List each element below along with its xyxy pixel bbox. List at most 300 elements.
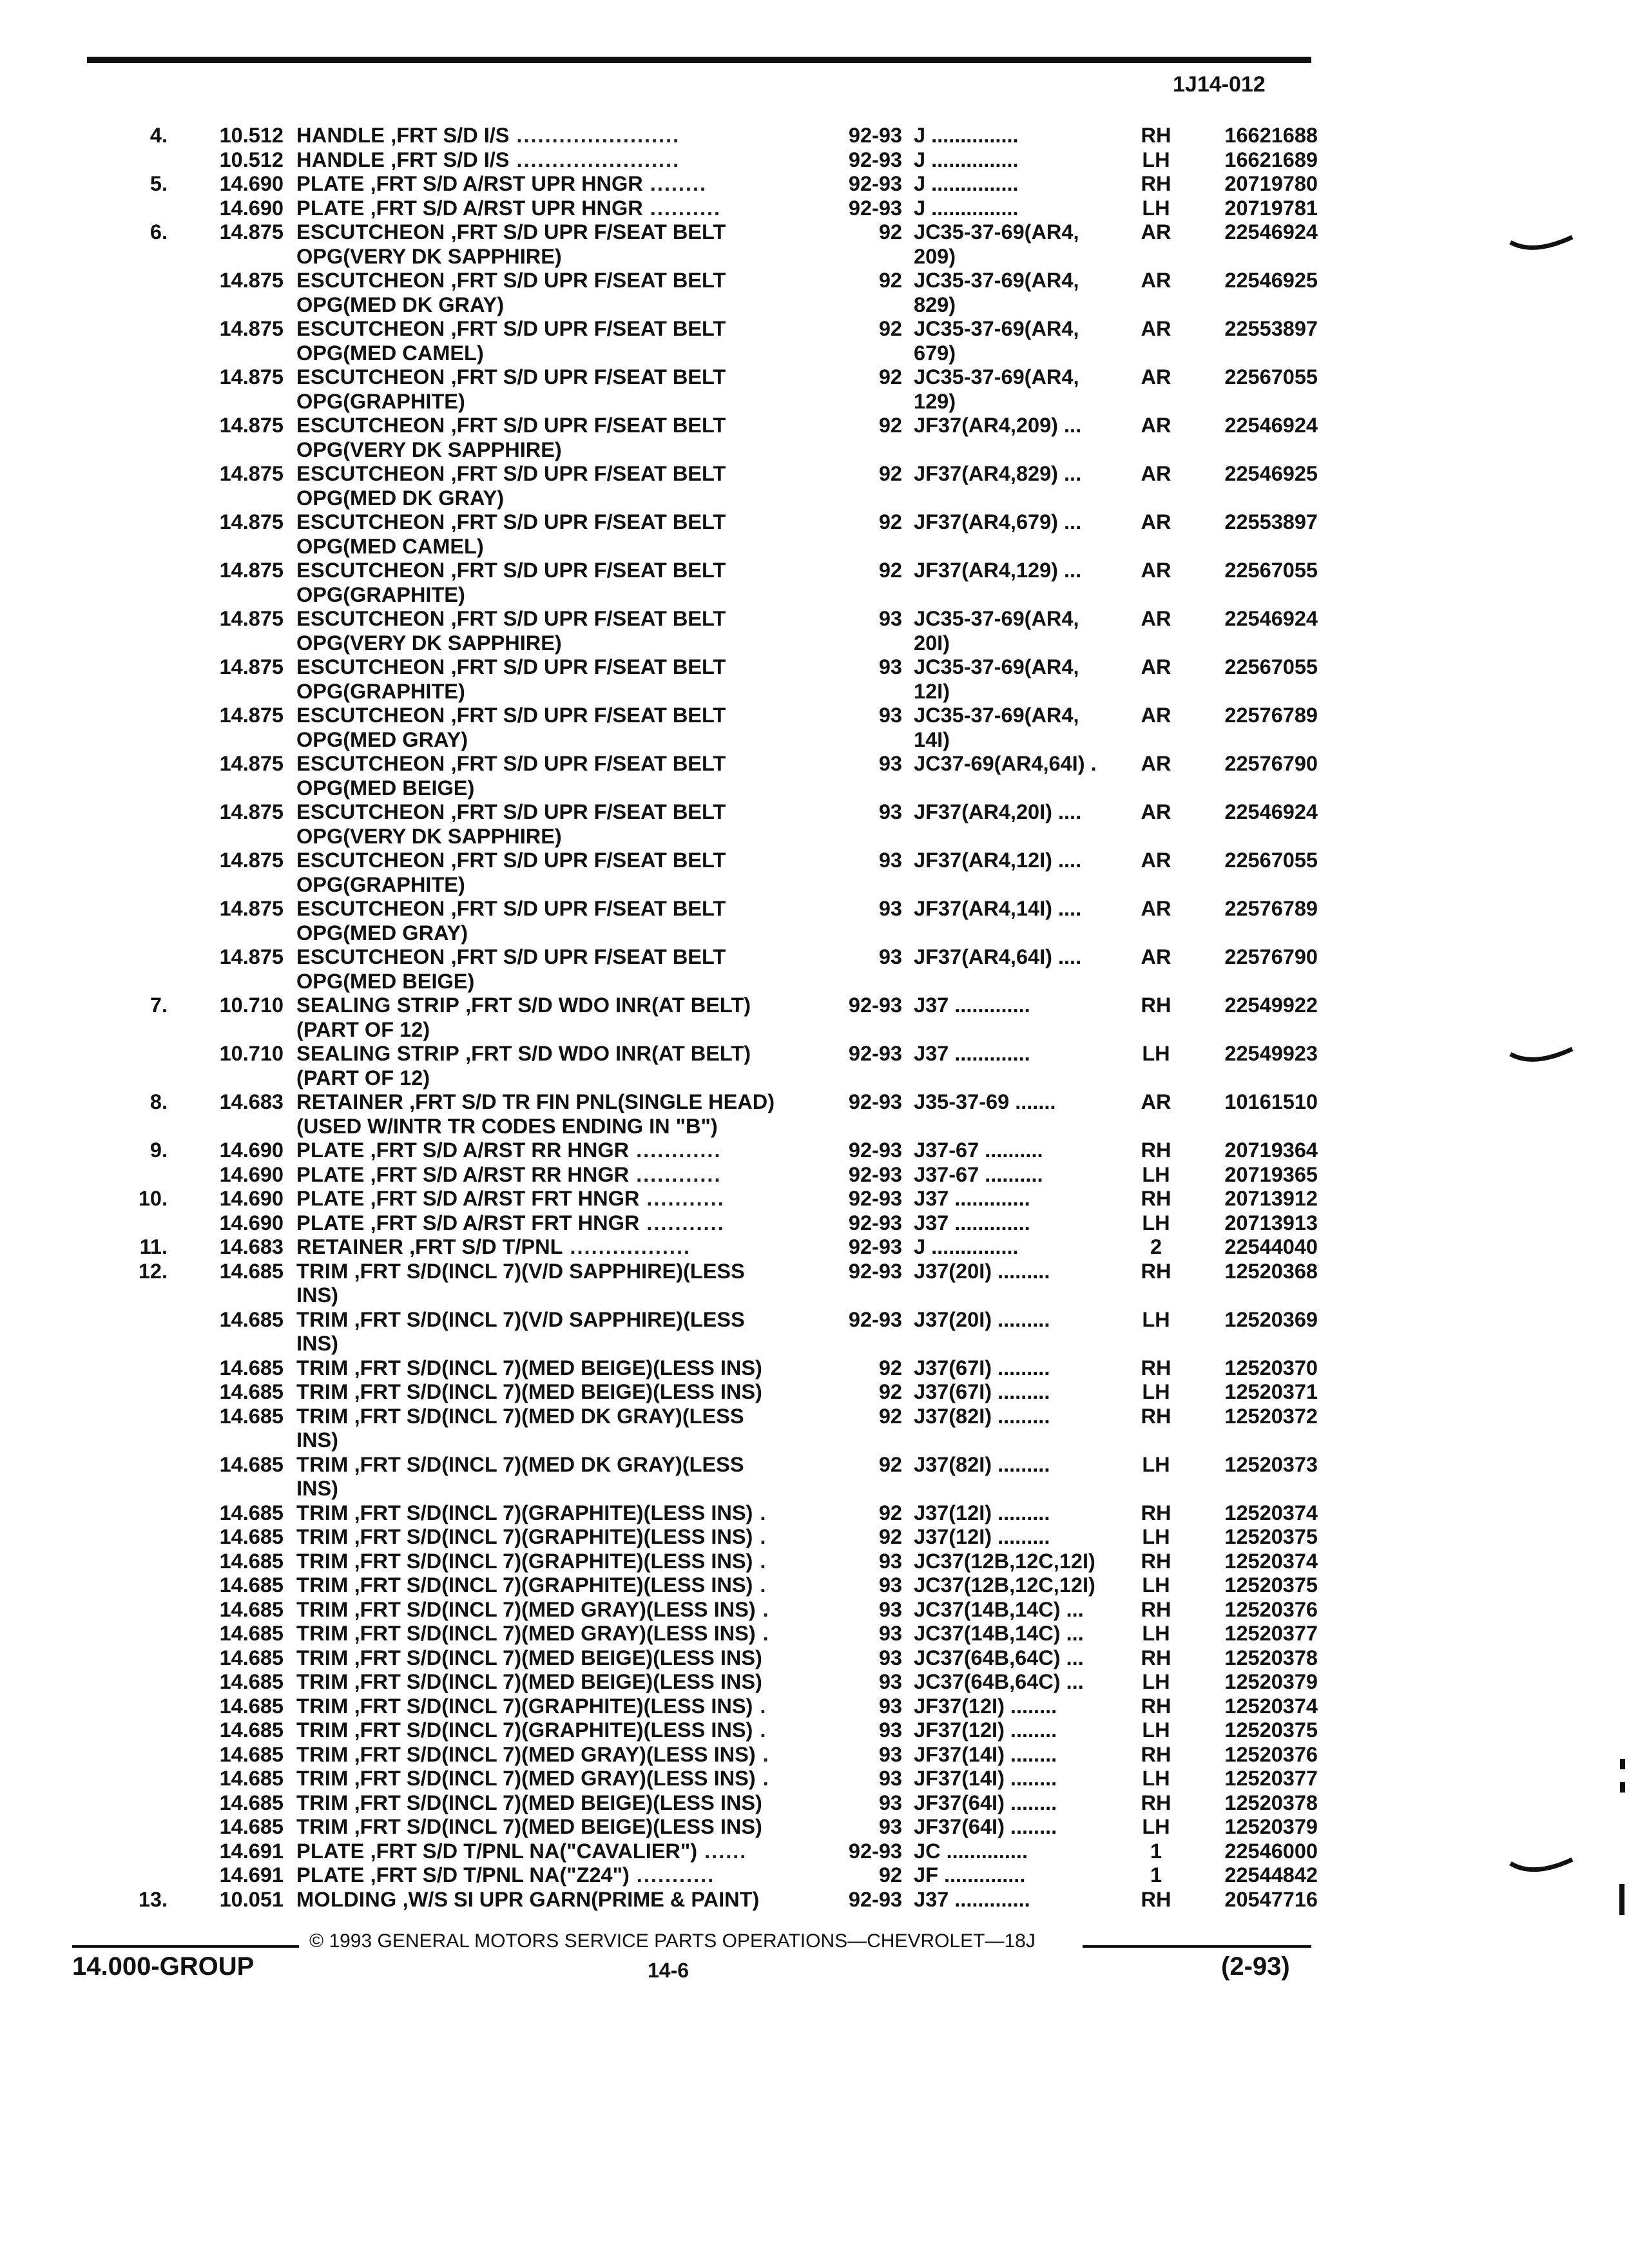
part-detail: ,FRT S/D(INCL 7)(GRAPHITE)(LESS INS) — [354, 1718, 753, 1742]
part-description — [296, 1235, 812, 1260]
part-description — [296, 1090, 812, 1115]
part-name: PLATE — [296, 1162, 365, 1186]
part-description — [296, 631, 812, 656]
quantity: AR — [1141, 269, 1171, 292]
model-code: JC35-37-69(AR4, — [914, 655, 1079, 678]
model-code: JC37(14B,14C) ... — [914, 1622, 1084, 1645]
footer-group: 14.000-GROUP — [72, 1952, 255, 1981]
parts-row — [0, 1066, 1629, 1091]
group-number: 14.685 — [219, 1525, 284, 1548]
part-detail: (USED W/INTR TR CODES ENDING IN "B") — [296, 1114, 718, 1138]
model-code: JC37(12B,12C,12I) — [914, 1573, 1095, 1597]
quantity: AR — [1141, 800, 1171, 823]
part-detail: ,FRT S/D UPR F/SEAT BELT — [450, 800, 726, 823]
quantity: AR — [1141, 414, 1171, 437]
part-detail: OPG(MED CAMEL) — [296, 534, 484, 558]
part-detail: ,FRT S/D UPR F/SEAT BELT — [450, 704, 726, 727]
footer-rule-left — [72, 1945, 299, 1948]
part-name: TRIM — [296, 1549, 349, 1573]
group-number: 14.685 — [219, 1452, 284, 1476]
part-detail: ,FRT S/D UPR F/SEAT BELT — [450, 365, 726, 389]
part-name: PLATE — [296, 1187, 365, 1210]
part-name: ESCUTCHEON — [296, 510, 445, 533]
part-number: 22544842 — [1224, 1863, 1318, 1887]
part-detail: OPG(MED DK GRAY) — [296, 486, 505, 510]
leader-dots: ....................... — [509, 148, 680, 171]
leader-dots: ...... — [697, 1839, 747, 1863]
part-description — [296, 1428, 812, 1453]
group-number: 14.685 — [219, 1718, 284, 1742]
model-year: 92-93 — [848, 1042, 902, 1065]
part-description — [296, 1260, 812, 1284]
parts-row — [0, 776, 1629, 801]
ref-number: 13. — [138, 1887, 168, 1911]
part-name: TRIM — [296, 1815, 349, 1838]
part-detail: ,FRT S/D UPR F/SEAT BELT — [450, 317, 726, 340]
parts-row — [0, 365, 1629, 390]
model-code: J ............... — [914, 1235, 1019, 1258]
quantity: LH — [1142, 1307, 1170, 1331]
part-description — [296, 1308, 812, 1332]
model-year: 92-93 — [848, 1139, 902, 1162]
model-year: 93 — [878, 1646, 902, 1669]
quantity: RH — [1141, 1259, 1171, 1283]
part-name: PLATE — [296, 1839, 365, 1863]
parts-row — [0, 1090, 1629, 1115]
model-code: JF37(AR4,20I) .... — [914, 800, 1082, 823]
part-description — [296, 1525, 812, 1550]
part-name: MOLDING — [296, 1887, 397, 1911]
group-number: 14.875 — [219, 269, 284, 292]
part-detail: ,FRT S/D A/RST RR HNGR — [370, 1162, 630, 1186]
model-code: J37 ............. — [914, 1211, 1030, 1235]
footer-copyright: © 1993 GENERAL MOTORS SERVICE PARTS OPERATIONS—CHEVROLET—18J — [309, 1930, 1036, 1952]
part-detail: ,FRT S/D I/S — [390, 148, 510, 171]
parts-row — [0, 1525, 1629, 1550]
group-number: 14.685 — [219, 1259, 284, 1283]
parts-row — [0, 1646, 1629, 1671]
quantity: LH — [1142, 1380, 1170, 1403]
part-name: TRIM — [296, 1307, 349, 1331]
part-number: 12520376 — [1224, 1742, 1318, 1766]
quantity: LH — [1142, 196, 1170, 220]
group-number: 14.875 — [219, 752, 284, 775]
model-code: J ............... — [914, 196, 1019, 220]
parts-row — [0, 1573, 1629, 1598]
group-number: 14.685 — [219, 1646, 284, 1669]
part-description — [296, 535, 812, 559]
model-code: J37(12I) ......... — [914, 1501, 1050, 1524]
quantity: RH — [1141, 1742, 1171, 1766]
part-description — [296, 655, 812, 680]
model-year: 92 — [878, 269, 902, 292]
part-detail: ,FRT S/D(INCL 7)(GRAPHITE)(LESS INS) — [354, 1525, 753, 1548]
parts-row — [0, 1453, 1629, 1477]
part-detail: ,FRT S/D(INCL 7)(MED BEIGE)(LESS INS) — [354, 1670, 762, 1693]
model-code: J ............... — [914, 124, 1019, 147]
part-name: HANDLE — [296, 124, 385, 147]
model-code: J37(82I) ......... — [914, 1404, 1050, 1428]
part-detail: ,FRT S/D(INCL 7)(MED GRAY)(LESS INS) — [354, 1622, 756, 1645]
part-detail: ,FRT S/D(INCL 7)(MED GRAY)(LESS INS) — [354, 1597, 756, 1621]
model-code: J37 ............. — [914, 1187, 1030, 1210]
model-code: JC35-37-69(AR4, — [914, 220, 1079, 244]
model-year: 92-93 — [848, 1887, 902, 1911]
model-year: 93 — [878, 752, 902, 775]
quantity: RH — [1141, 1646, 1171, 1669]
part-name: SEALING STRIP — [296, 994, 460, 1017]
quantity: AR — [1141, 945, 1171, 968]
part-number: 12520375 — [1224, 1573, 1318, 1597]
quantity: AR — [1141, 559, 1171, 582]
parts-row — [0, 1115, 1629, 1139]
part-detail: ,FRT S/D UPR F/SEAT BELT — [450, 897, 726, 920]
model-code: J35-37-69 ....... — [914, 1090, 1056, 1113]
parts-row — [0, 1888, 1629, 1912]
part-number: 16621689 — [1224, 148, 1318, 171]
part-name: ESCUTCHEON — [296, 269, 445, 292]
parts-row — [0, 220, 1629, 245]
leader-dots: . — [755, 1622, 770, 1645]
group-number: 14.690 — [219, 1139, 284, 1162]
parts-row — [0, 390, 1629, 414]
model-year: 92 — [878, 317, 902, 340]
part-number: 20719364 — [1224, 1139, 1318, 1162]
part-name: TRIM — [296, 1525, 349, 1548]
part-description — [296, 510, 812, 535]
model-code: J ............... — [914, 172, 1019, 195]
model-year: 92 — [878, 1501, 902, 1524]
parts-row — [0, 269, 1629, 293]
part-name: ESCUTCHEON — [296, 849, 445, 872]
parts-row — [0, 1042, 1629, 1066]
part-description — [296, 1018, 812, 1043]
quantity: AR — [1141, 752, 1171, 775]
model-year: 92-93 — [848, 1307, 902, 1331]
model-code: JC35-37-69(AR4, — [914, 704, 1079, 727]
part-description — [296, 1815, 812, 1840]
part-detail: OPG(GRAPHITE) — [296, 679, 465, 703]
part-description — [296, 752, 812, 776]
part-detail: ,FRT S/D I/S — [390, 124, 510, 147]
quantity: 2 — [1150, 1235, 1162, 1258]
part-number: 20719780 — [1224, 172, 1318, 195]
part-detail: ,FRT S/D T/PNL NA("CAVALIER") — [370, 1839, 698, 1863]
part-description — [296, 1695, 812, 1719]
model-year: 92 — [878, 1525, 902, 1548]
part-number: 12520368 — [1224, 1259, 1318, 1283]
parts-row — [0, 728, 1629, 753]
parts-row — [0, 849, 1629, 873]
parts-row — [0, 293, 1629, 318]
part-detail: ,FRT S/D(INCL 7)(MED GRAY)(LESS INS) — [354, 1742, 756, 1766]
part-detail: ,FRT S/D T/PNL NA("Z24") — [370, 1863, 630, 1887]
parts-row — [0, 873, 1629, 898]
model-code: J ............... — [914, 148, 1019, 171]
parts-row — [0, 124, 1629, 148]
group-number: 14.875 — [219, 800, 284, 823]
quantity: AR — [1141, 462, 1171, 485]
part-description — [296, 1622, 812, 1646]
part-detail: ,FRT S/D A/RST UPR HNGR — [370, 196, 643, 220]
part-detail: ,FRT S/D A/RST FRT HNGR — [370, 1211, 640, 1235]
model-year: 92-93 — [848, 1090, 902, 1113]
part-name: TRIM — [296, 1694, 349, 1718]
model-code: JF37(14I) ........ — [914, 1767, 1057, 1790]
part-detail: ,FRT S/D UPR F/SEAT BELT — [450, 510, 726, 533]
model-year: 93 — [878, 849, 902, 872]
model-code: JF37(AR4,829) ... — [914, 462, 1082, 485]
part-description — [296, 1670, 812, 1695]
parts-row — [0, 1380, 1629, 1405]
part-detail: INS) — [296, 1283, 338, 1307]
model-code: 679) — [914, 341, 956, 365]
quantity: RH — [1141, 1501, 1171, 1524]
part-number: 22546924 — [1224, 414, 1318, 437]
model-year: 92 — [878, 510, 902, 533]
parts-row — [0, 631, 1629, 656]
part-name: PLATE — [296, 1863, 365, 1887]
group-number: 14.875 — [219, 462, 284, 485]
part-detail: ,FRT S/D WDO INR(AT BELT) — [465, 994, 751, 1017]
quantity: LH — [1142, 1211, 1170, 1235]
part-description — [296, 1718, 812, 1743]
model-code: J37 ............. — [914, 1887, 1030, 1911]
part-description — [296, 559, 812, 583]
part-number: 12520377 — [1224, 1767, 1318, 1790]
parts-row — [0, 1863, 1629, 1888]
part-description — [296, 293, 812, 318]
leader-dots: . — [755, 1597, 770, 1621]
model-code: JC37(64B,64C) ... — [914, 1646, 1084, 1669]
part-detail: OPG(GRAPHITE) — [296, 582, 465, 606]
part-detail: OPG(MED GRAY) — [296, 921, 468, 945]
parts-row — [0, 148, 1629, 173]
quantity: RH — [1141, 1549, 1171, 1573]
model-year: 93 — [878, 1718, 902, 1742]
model-code: JC37(12B,12C,12I) — [914, 1549, 1095, 1573]
margin-mark — [1508, 226, 1579, 264]
part-number: 22567055 — [1224, 365, 1318, 389]
part-name: ESCUTCHEON — [296, 462, 445, 485]
part-detail: ,FRT S/D(INCL 7)(GRAPHITE)(LESS INS) — [354, 1573, 753, 1597]
group-number: 14.875 — [219, 945, 284, 968]
model-code: J37(67I) ......... — [914, 1356, 1050, 1379]
part-description — [296, 1840, 812, 1864]
group-number: 14.683 — [219, 1235, 284, 1258]
part-description — [296, 680, 812, 704]
group-number: 14.685 — [219, 1356, 284, 1379]
parts-row — [0, 1815, 1629, 1840]
footer-date: (2-93) — [1221, 1952, 1290, 1981]
part-description — [296, 1211, 812, 1236]
model-year: 92-93 — [848, 1162, 902, 1186]
part-number: 12520372 — [1224, 1404, 1318, 1428]
part-number: 22546000 — [1224, 1839, 1318, 1863]
quantity: LH — [1142, 1042, 1170, 1065]
part-number: 12520374 — [1224, 1501, 1318, 1524]
group-number: 14.875 — [219, 414, 284, 437]
part-number: 12520373 — [1224, 1452, 1318, 1476]
model-code: J37(82I) ......... — [914, 1452, 1050, 1476]
part-description — [296, 438, 812, 463]
group-number: 14.690 — [219, 1187, 284, 1210]
part-detail: OPG(GRAPHITE) — [296, 389, 465, 413]
model-year: 93 — [878, 1742, 902, 1766]
parts-row — [0, 1622, 1629, 1646]
part-description — [296, 317, 812, 341]
part-detail: ,W/S SI UPR GARN(PRIME & PAINT) — [402, 1887, 760, 1911]
parts-row — [0, 994, 1629, 1018]
quantity: AR — [1141, 704, 1171, 727]
part-detail: OPG(MED CAMEL) — [296, 341, 484, 365]
part-name: ESCUTCHEON — [296, 317, 445, 340]
quantity: AR — [1141, 655, 1171, 678]
model-code: J37-67 .......... — [914, 1139, 1043, 1162]
group-number: 14.685 — [219, 1767, 284, 1790]
part-detail: ,FRT S/D TR FIN PNL(SINGLE HEAD) — [409, 1090, 775, 1113]
leader-dots: . — [753, 1525, 767, 1548]
ref-number: 9. — [149, 1139, 168, 1162]
part-detail: ,FRT S/D UPR F/SEAT BELT — [450, 849, 726, 872]
group-number: 14.875 — [219, 559, 284, 582]
model-code: JF37(64I) ........ — [914, 1791, 1057, 1814]
part-name: ESCUTCHEON — [296, 655, 445, 678]
parts-row — [0, 655, 1629, 680]
group-number: 14.685 — [219, 1791, 284, 1814]
model-year: 93 — [878, 1694, 902, 1718]
part-detail: (PART OF 12) — [296, 1066, 430, 1090]
group-number: 14.685 — [219, 1501, 284, 1524]
quantity: AR — [1141, 897, 1171, 920]
model-year: 92-93 — [848, 124, 902, 147]
quantity: RH — [1141, 172, 1171, 195]
leader-dots: ........... — [639, 1211, 725, 1235]
quantity: RH — [1141, 1597, 1171, 1621]
model-code: JC35-37-69(AR4, — [914, 607, 1079, 630]
leader-dots: ........ — [642, 172, 708, 195]
part-name: TRIM — [296, 1670, 349, 1693]
part-description — [296, 1573, 812, 1598]
part-description — [296, 245, 812, 269]
part-number: 22576790 — [1224, 945, 1318, 968]
parts-row — [0, 197, 1629, 221]
part-name: PLATE — [296, 1211, 365, 1235]
part-number: 22546924 — [1224, 800, 1318, 823]
part-name: RETAINER — [296, 1235, 404, 1258]
part-detail: ,FRT S/D(INCL 7)(GRAPHITE)(LESS INS) — [354, 1549, 753, 1573]
part-description — [296, 148, 812, 173]
group-number: 14.685 — [219, 1694, 284, 1718]
part-detail: ,FRT S/D UPR F/SEAT BELT — [450, 269, 726, 292]
part-name: TRIM — [296, 1380, 349, 1403]
parts-row — [0, 317, 1629, 341]
model-year: 93 — [878, 897, 902, 920]
part-name: TRIM — [296, 1356, 349, 1379]
model-year: 93 — [878, 655, 902, 678]
parts-row — [0, 1670, 1629, 1695]
part-detail: ,FRT S/D(INCL 7)(MED DK GRAY)(LESS — [354, 1452, 744, 1476]
leader-dots: . — [755, 1742, 770, 1766]
part-detail: ,FRT S/D A/RST RR HNGR — [370, 1139, 630, 1162]
part-number: 22546924 — [1224, 220, 1318, 244]
ref-number: 12. — [138, 1259, 168, 1283]
part-description — [296, 1405, 812, 1429]
part-number: 20719365 — [1224, 1162, 1318, 1186]
part-description — [296, 776, 812, 801]
group-number: 10.710 — [219, 1042, 284, 1065]
model-code: 12I) — [914, 679, 950, 703]
part-detail: (PART OF 12) — [296, 1017, 430, 1041]
part-number: 16621688 — [1224, 124, 1318, 147]
part-number: 20547716 — [1224, 1887, 1318, 1911]
quantity: LH — [1142, 1162, 1170, 1186]
model-code: JC35-37-69(AR4, — [914, 269, 1079, 292]
model-code: J37(20I) ......... — [914, 1259, 1050, 1283]
group-number: 14.685 — [219, 1573, 284, 1597]
model-year: 92-93 — [848, 1839, 902, 1863]
model-code: 129) — [914, 389, 956, 413]
part-description — [296, 1283, 812, 1308]
part-name: ESCUTCHEON — [296, 800, 445, 823]
parts-row — [0, 1356, 1629, 1381]
part-name: RETAINER — [296, 1090, 404, 1113]
parts-row — [0, 607, 1629, 631]
model-code: JF37(12I) ........ — [914, 1718, 1057, 1742]
group-number: 14.875 — [219, 365, 284, 389]
part-detail: OPG(VERY DK SAPPHIRE) — [296, 437, 562, 461]
part-number: 12520379 — [1224, 1670, 1318, 1693]
part-name: TRIM — [296, 1597, 349, 1621]
part-description — [296, 897, 812, 921]
part-description — [296, 1477, 812, 1501]
parts-row — [0, 1840, 1629, 1864]
part-number: 12520374 — [1224, 1694, 1318, 1718]
group-number: 14.691 — [219, 1863, 284, 1887]
part-description — [296, 1598, 812, 1622]
leader-dots: . — [755, 1767, 770, 1790]
part-detail: ,FRT S/D(INCL 7)(MED BEIGE)(LESS INS) — [354, 1791, 762, 1814]
part-description — [296, 1380, 812, 1405]
part-name: TRIM — [296, 1718, 349, 1742]
part-detail: OPG(MED DK GRAY) — [296, 293, 505, 316]
model-code: JF37(AR4,12I) .... — [914, 849, 1082, 872]
ref-number: 8. — [149, 1090, 168, 1113]
part-number: 12520376 — [1224, 1597, 1318, 1621]
parts-row — [0, 921, 1629, 946]
parts-row — [0, 341, 1629, 366]
part-name: ESCUTCHEON — [296, 945, 445, 968]
part-description — [296, 1791, 812, 1816]
model-year: 93 — [878, 1549, 902, 1573]
part-description — [296, 583, 812, 608]
parts-row — [0, 1477, 1629, 1501]
ref-number: 11. — [139, 1235, 168, 1258]
model-code: 14I) — [914, 727, 950, 751]
parts-row — [0, 172, 1629, 197]
part-detail: ,FRT S/D UPR F/SEAT BELT — [450, 559, 726, 582]
model-year: 92-93 — [848, 1187, 902, 1210]
part-detail: ,FRT S/D UPR F/SEAT BELT — [450, 462, 726, 485]
part-number: 12520371 — [1224, 1380, 1318, 1403]
model-year: 93 — [878, 704, 902, 727]
ref-number: 4. — [149, 124, 168, 147]
part-description — [296, 197, 812, 221]
model-year: 92-93 — [848, 994, 902, 1017]
part-detail: ,FRT S/D UPR F/SEAT BELT — [450, 945, 726, 968]
leader-dots: ........... — [629, 1863, 715, 1887]
part-number: 22546924 — [1224, 607, 1318, 630]
